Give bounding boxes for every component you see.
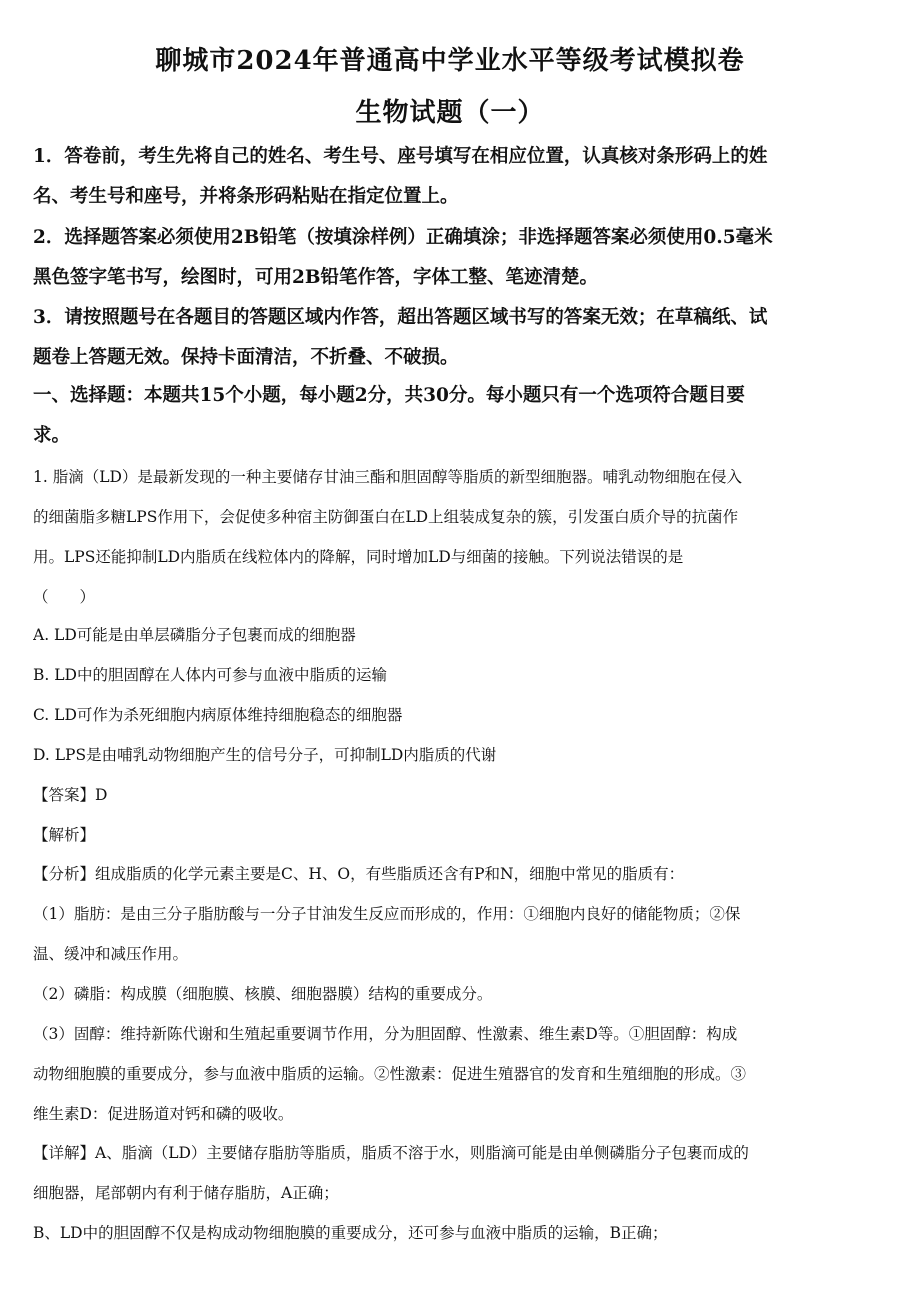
option-c: C. LD可作为杀死细胞内病原体维持细胞稳态的细胞器 (33, 706, 403, 724)
analysis-line-5: （3）固醇：维持新陈代谢和生殖起重要调节作用，分为胆固醇、性激素、维生素D等。①胆固醇：构成 (33, 1025, 738, 1043)
analysis-line-1: 【分析】组成脂质的化学元素主要是C、H、O，有些脂质还含有P和N，细胞中常见的脂质有： (33, 865, 685, 883)
instruction-1-line-2: 名、考生号和座号，并将条形码粘贴在指定位置上。 (33, 186, 459, 207)
analysis-line-6: 动物细胞膜的重要成分，参与血液中脂质的运输。②性激素：促进生殖器官的发育和生殖细胞的形成。③ (33, 1065, 747, 1083)
question-1-options (33, 615, 873, 855)
option-a: A. LD可能是由单层磷脂分子包裹而成的细胞器 (33, 626, 356, 644)
detail-line-2: 细胞器，尾部朝内有利于储存脂肪，A正确； (33, 1184, 339, 1202)
analysis-line-7: 维生素D：促进肠道对钙和磷的吸收。 (33, 1105, 294, 1123)
detail-line-1: 【详解】A、脂滴（LD）主要储存脂肪等脂质，脂质不溶于水，则脂滴可能是由单侧磷脂分子包裹而成的 (33, 1144, 749, 1162)
instruction-2 (33, 218, 868, 298)
section-heading-line-2: 求。 (33, 425, 71, 446)
detail-line-3: B、LD中的胆固醇不仅是构成动物细胞膜的重要成分，还可参与血液中脂质的运输，B正确； (33, 1224, 668, 1242)
question-1-answer-bracket: （ ） (33, 588, 96, 606)
section-heading (33, 376, 868, 456)
instruction-1-line-1: 1．答卷前，考生先将自己的姓名、考生号、座号填写在相应位置，认真核对条形码上的姓 (33, 146, 768, 167)
instruction-3 (33, 298, 868, 378)
option-d: D. LPS是由哺乳动物细胞产生的信号分子，可抑制LD内脂质的代谢 (33, 746, 497, 764)
instruction-1 (33, 137, 868, 217)
instruction-2-line-1: 2．选择题答案必须使用2B铅笔（按填涂样例）正确填涂；非选择题答案必须使用0.5毫米 (33, 227, 773, 248)
option-b: B. LD中的胆固醇在人体内可参与血液中脂质的运输 (33, 666, 387, 684)
question-1-stem (33, 457, 873, 617)
detail-block (33, 1133, 873, 1253)
exam-subtitle: 生物试题（一） (355, 98, 545, 128)
analysis-line-2: （1）脂肪：是由三分子脂肪酸与一分子甘油发生反应而形成的，作用：①细胞内良好的储能物质；②保 (33, 905, 741, 923)
analysis-line-3: 温、缓冲和减压作用。 (33, 945, 189, 963)
question-1-stem-line-2: 的细菌脂多糖LPS作用下，会促使多种宿主防御蛋白在LD上组装成复杂的簇，引发蛋白质介导的抗菌作 (33, 508, 739, 526)
instruction-3-line-2: 题卷上答题无效。保持卡面清洁，不折叠、不破损。 (33, 347, 459, 368)
instruction-3-line-1: 3．请按照题号在各题目的答题区域内作答，超出答题区域书写的答案无效；在草稿纸、试 (33, 307, 768, 328)
analysis-line-4: （2）磷脂：构成膜（细胞膜、核膜、细胞器膜）结构的重要成分。 (33, 985, 493, 1003)
section-heading-line-1: 一、选择题：本题共15个小题，每小题2分，共30分。每小题只有一个选项符合题目要 (33, 385, 745, 406)
answer-line: 【答案】D (33, 786, 108, 804)
analysis-label: 【解析】 (33, 826, 96, 844)
question-1-stem-line-1: 1. 脂滴（LD）是最新发现的一种主要储存甘油三酯和胆固醇等脂质的新型细胞器。哺乳动物细胞在侵入 (33, 468, 742, 486)
exam-title: 聊城市2024年普通高中学业水平等级考试模拟卷 (155, 46, 745, 76)
instruction-2-line-2: 黑色签字笔书写，绘图时，可用2B铅笔作答，字体工整、笔迹清楚。 (33, 267, 599, 288)
analysis-block (33, 854, 873, 1134)
question-1-stem-line-3: 用。LPS还能抑制LD内脂质在线粒体内的降解，同时增加LD与细菌的接触。下列说法错误的是 (33, 548, 684, 566)
